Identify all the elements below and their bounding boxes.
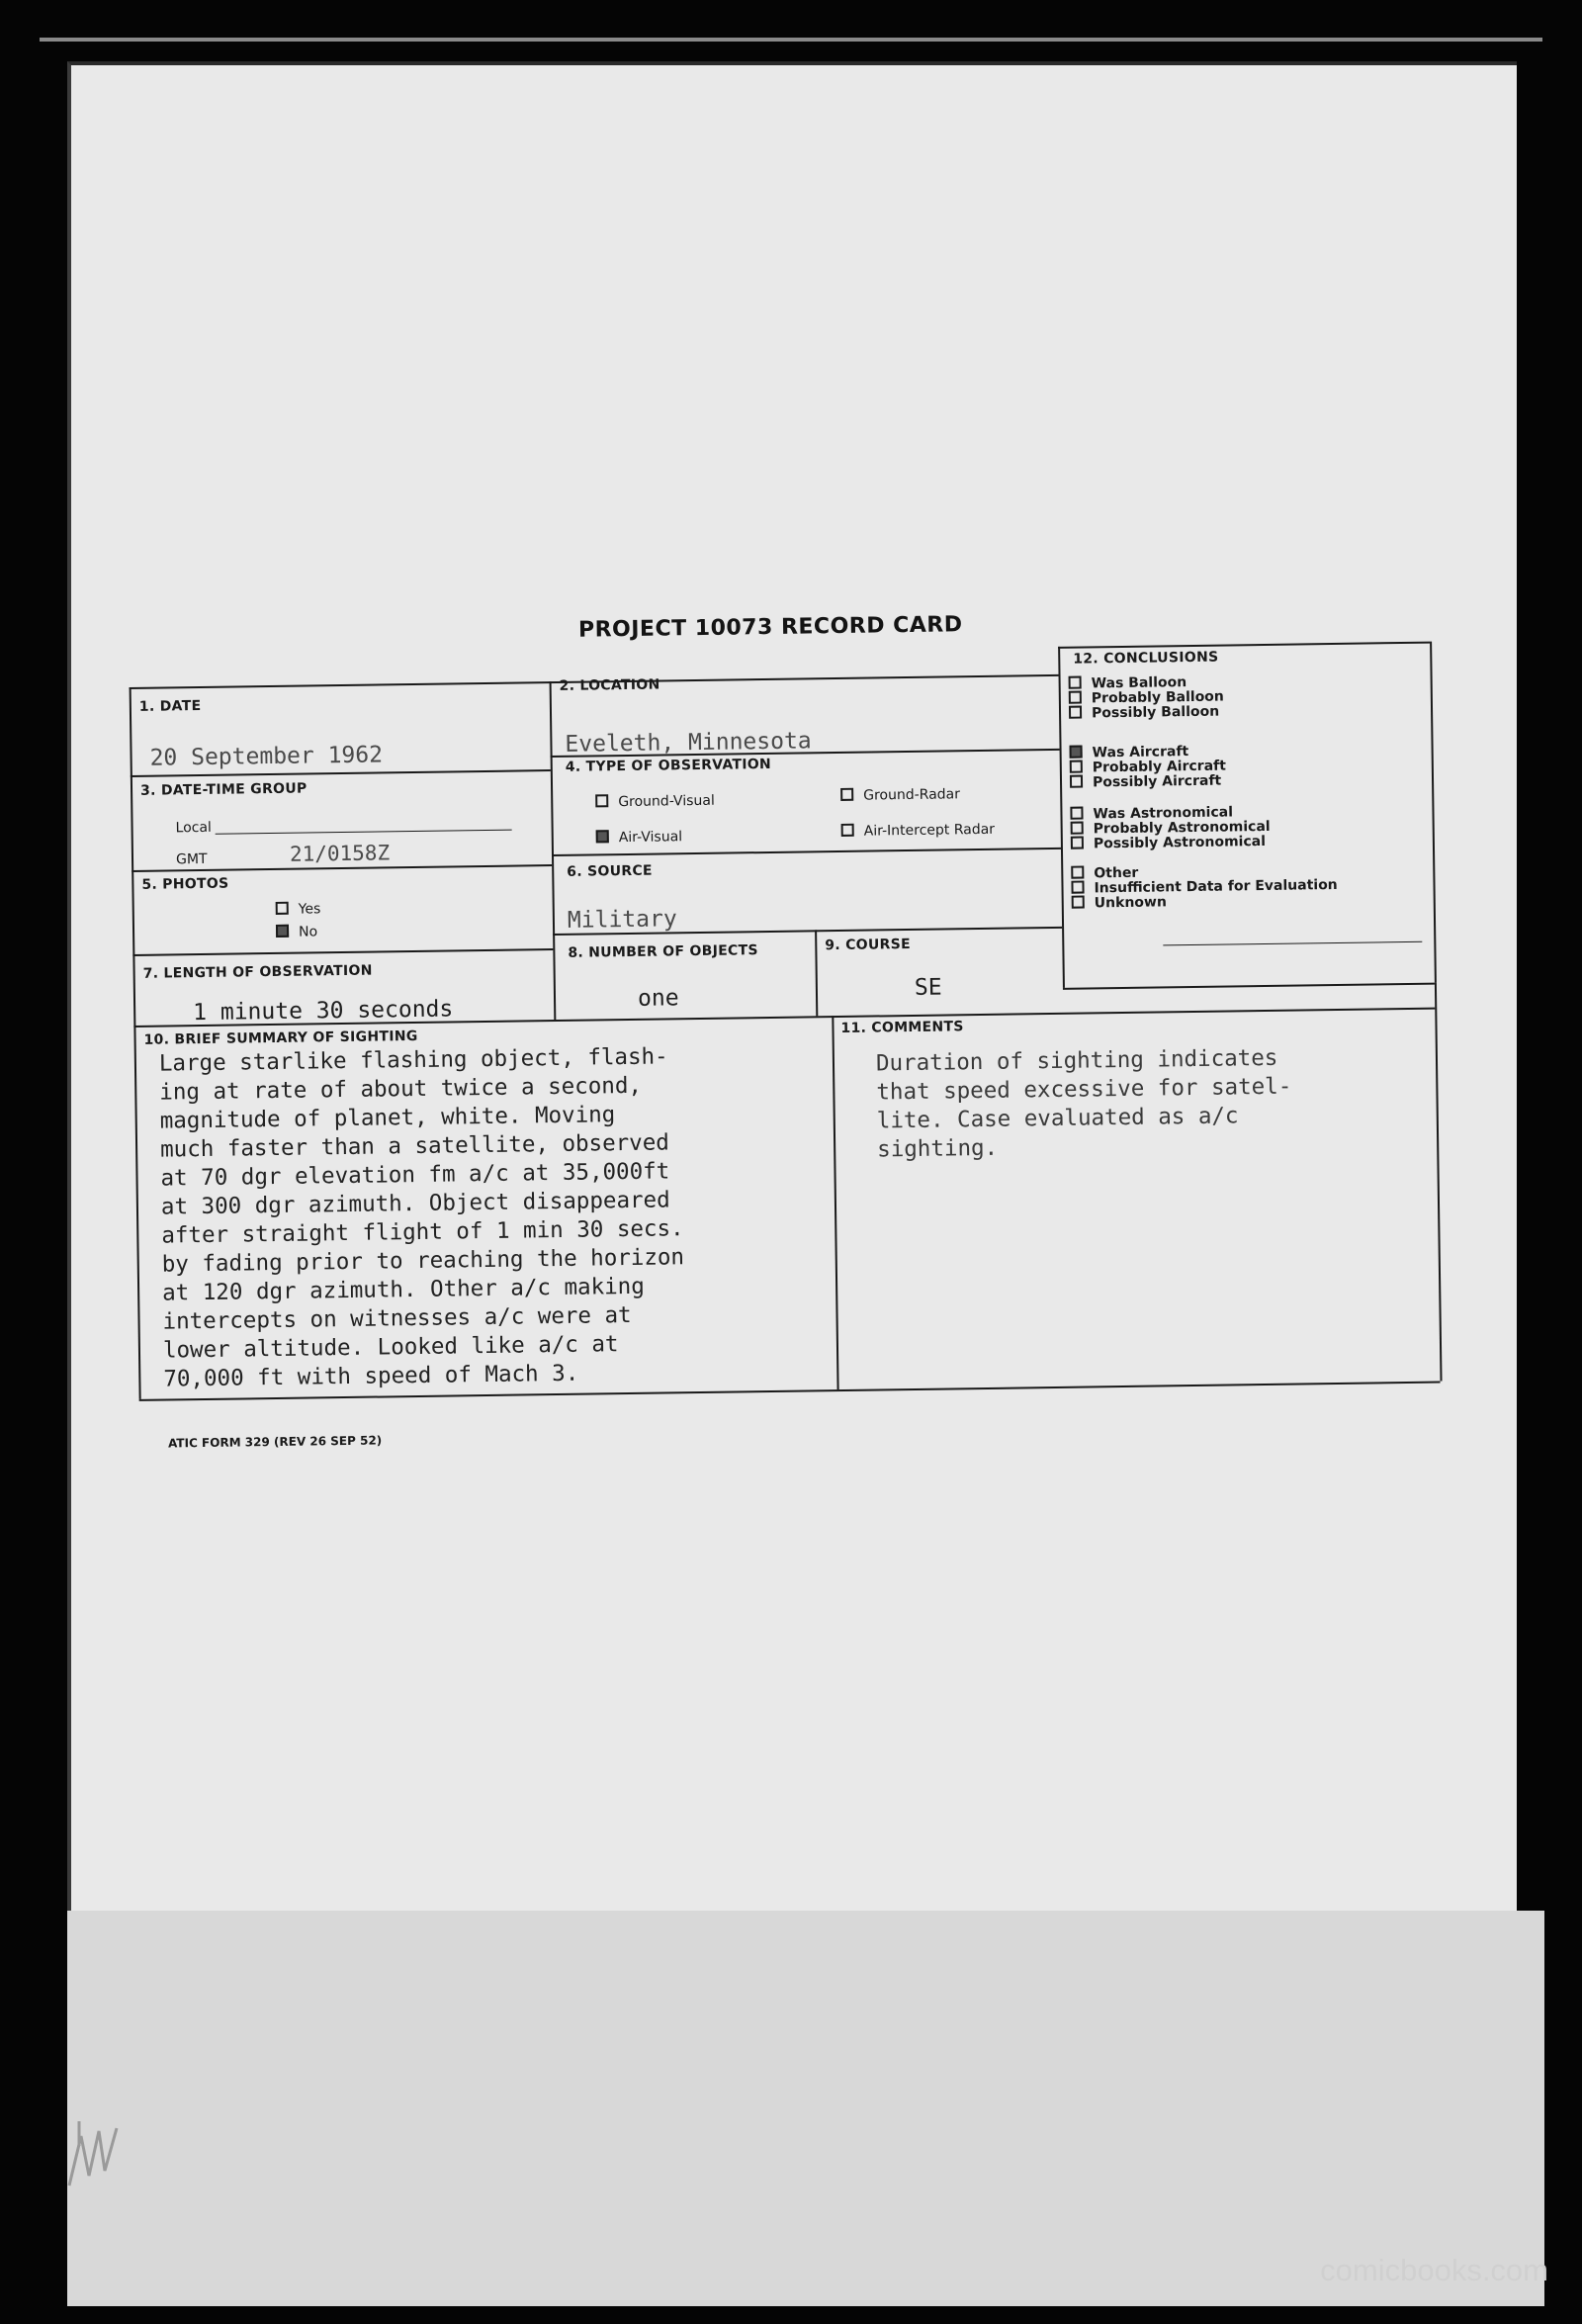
summary-line: by fading prior to reaching the horizon <box>161 1244 685 1278</box>
comments-text <box>876 1044 1293 1165</box>
type-ground-radar: Ground-Radar <box>840 786 960 804</box>
summary-line: magnitude of planet, white. Moving <box>159 1102 616 1134</box>
conclusion-option: Was Balloon <box>1069 674 1187 692</box>
date-value: 20 September 1962 <box>149 742 384 771</box>
number-value: one <box>637 985 679 1012</box>
number-label: 8. NUMBER OF OBJECTS <box>568 942 758 961</box>
type-air-visual: Air-Visual <box>596 829 683 846</box>
type-label: 4. TYPE OF OBSERVATION <box>565 756 772 775</box>
conclusions-label: 12. CONCLUSIONS <box>1073 649 1219 668</box>
gmt-value: 21/0158Z <box>289 841 391 866</box>
dtg-label: 3. DATE-TIME GROUP <box>139 780 308 799</box>
backing-sheet <box>67 1911 1544 2306</box>
summary-line: at 70 dgr elevation fm a/c at 35,000ft <box>160 1158 670 1192</box>
gmt-label: GMT <box>175 850 208 868</box>
summary-line: 70,000 ft with speed of Mach 3. <box>163 1360 579 1392</box>
form-id: ATIC FORM 329 (REV 26 SEP 52) <box>167 1433 383 1451</box>
summary-line: after straight flight of 1 min 30 secs. <box>161 1215 684 1249</box>
date-label: 1. DATE <box>138 697 202 715</box>
conclusion-option: Insufficient Data for Evaluation <box>1071 877 1337 897</box>
summary-label: 10. BRIEF SUMMARY OF SIGHTING <box>143 1028 418 1048</box>
photos-label: 5. PHOTOS <box>141 875 229 893</box>
source-value: Military <box>567 906 677 934</box>
conclusion-option: Possibly Balloon <box>1069 704 1219 722</box>
conclusion-option: Possibly Aircraft <box>1070 773 1221 791</box>
checkbox-icon <box>1071 822 1084 835</box>
summary-line: Large starlike flashing object, flash- <box>158 1043 668 1077</box>
checkbox-icon <box>1072 896 1085 909</box>
conclusion-option: Was Aircraft <box>1070 744 1189 761</box>
checkbox-icon <box>1070 760 1083 773</box>
comments-line: lite. Case evaluated as a/c <box>876 1103 1239 1134</box>
conclusion-option: Other <box>1071 865 1138 882</box>
local-label: Local <box>175 819 212 837</box>
conclusion-option: Unknown <box>1072 894 1167 911</box>
course-label: 9. COURSE <box>825 936 912 954</box>
comments-line: sighting. <box>877 1134 999 1163</box>
checkbox-icon <box>1071 837 1084 849</box>
checkbox-icon <box>1069 676 1082 689</box>
card-title: PROJECT 10073 RECORD CARD <box>577 612 963 643</box>
summary-text <box>159 1042 686 1393</box>
type-air-intercept-radar: Air-Intercept Radar <box>841 822 996 840</box>
checkbox-icon <box>1071 881 1084 894</box>
summary-line: lower altitude. Looked like a/c at <box>162 1331 619 1364</box>
comments-label: 11. COMMENTS <box>840 1019 964 1036</box>
record-card <box>129 627 1441 1399</box>
location-label: 2. LOCATION <box>559 676 660 694</box>
checkbox-icon <box>1070 775 1083 788</box>
checkbox-icon <box>1069 691 1082 704</box>
pencil-mark <box>59 2116 148 2195</box>
conclusion-option: Possibly Astronomical <box>1071 834 1266 852</box>
conclusion-option: Probably Balloon <box>1069 689 1224 707</box>
checkbox-icon <box>1070 807 1083 820</box>
length-value: 1 minute 30 seconds <box>193 996 454 1027</box>
conclusion-option: Was Astronomical <box>1070 804 1233 822</box>
length-label: 7. LENGTH OF OBSERVATION <box>142 962 373 982</box>
checkbox-icon <box>1070 746 1083 759</box>
location-value: Eveleth, Minnesota <box>565 728 812 758</box>
film-border-line <box>40 38 1542 42</box>
type-ground-visual: Ground-Visual <box>595 793 715 811</box>
conclusion-option: Probably Astronomical <box>1071 819 1271 838</box>
summary-line: ing at rate of about twice a second, <box>159 1072 643 1106</box>
photos-yes: Yes <box>276 901 321 918</box>
comments-line: that speed excessive for satel- <box>876 1073 1292 1106</box>
summary-line: intercepts on witnesses a/c were at <box>162 1301 632 1335</box>
summary-line: at 300 dgr azimuth. Object disappeared <box>160 1187 670 1220</box>
summary-line: much faster than a satellite, observed <box>159 1129 670 1163</box>
checkbox-icon <box>1071 866 1084 879</box>
course-value: SE <box>914 974 942 1001</box>
checkbox-icon <box>1069 706 1082 719</box>
source-label: 6. SOURCE <box>567 862 653 880</box>
conclusion-option: Probably Aircraft <box>1070 759 1226 776</box>
summary-line: at 120 dgr azimuth. Other a/c making <box>161 1273 645 1306</box>
photos-no: No <box>276 924 317 940</box>
watermark: comicbooks.com <box>1320 2253 1548 2287</box>
comments-line: Duration of sighting indicates <box>875 1044 1278 1077</box>
